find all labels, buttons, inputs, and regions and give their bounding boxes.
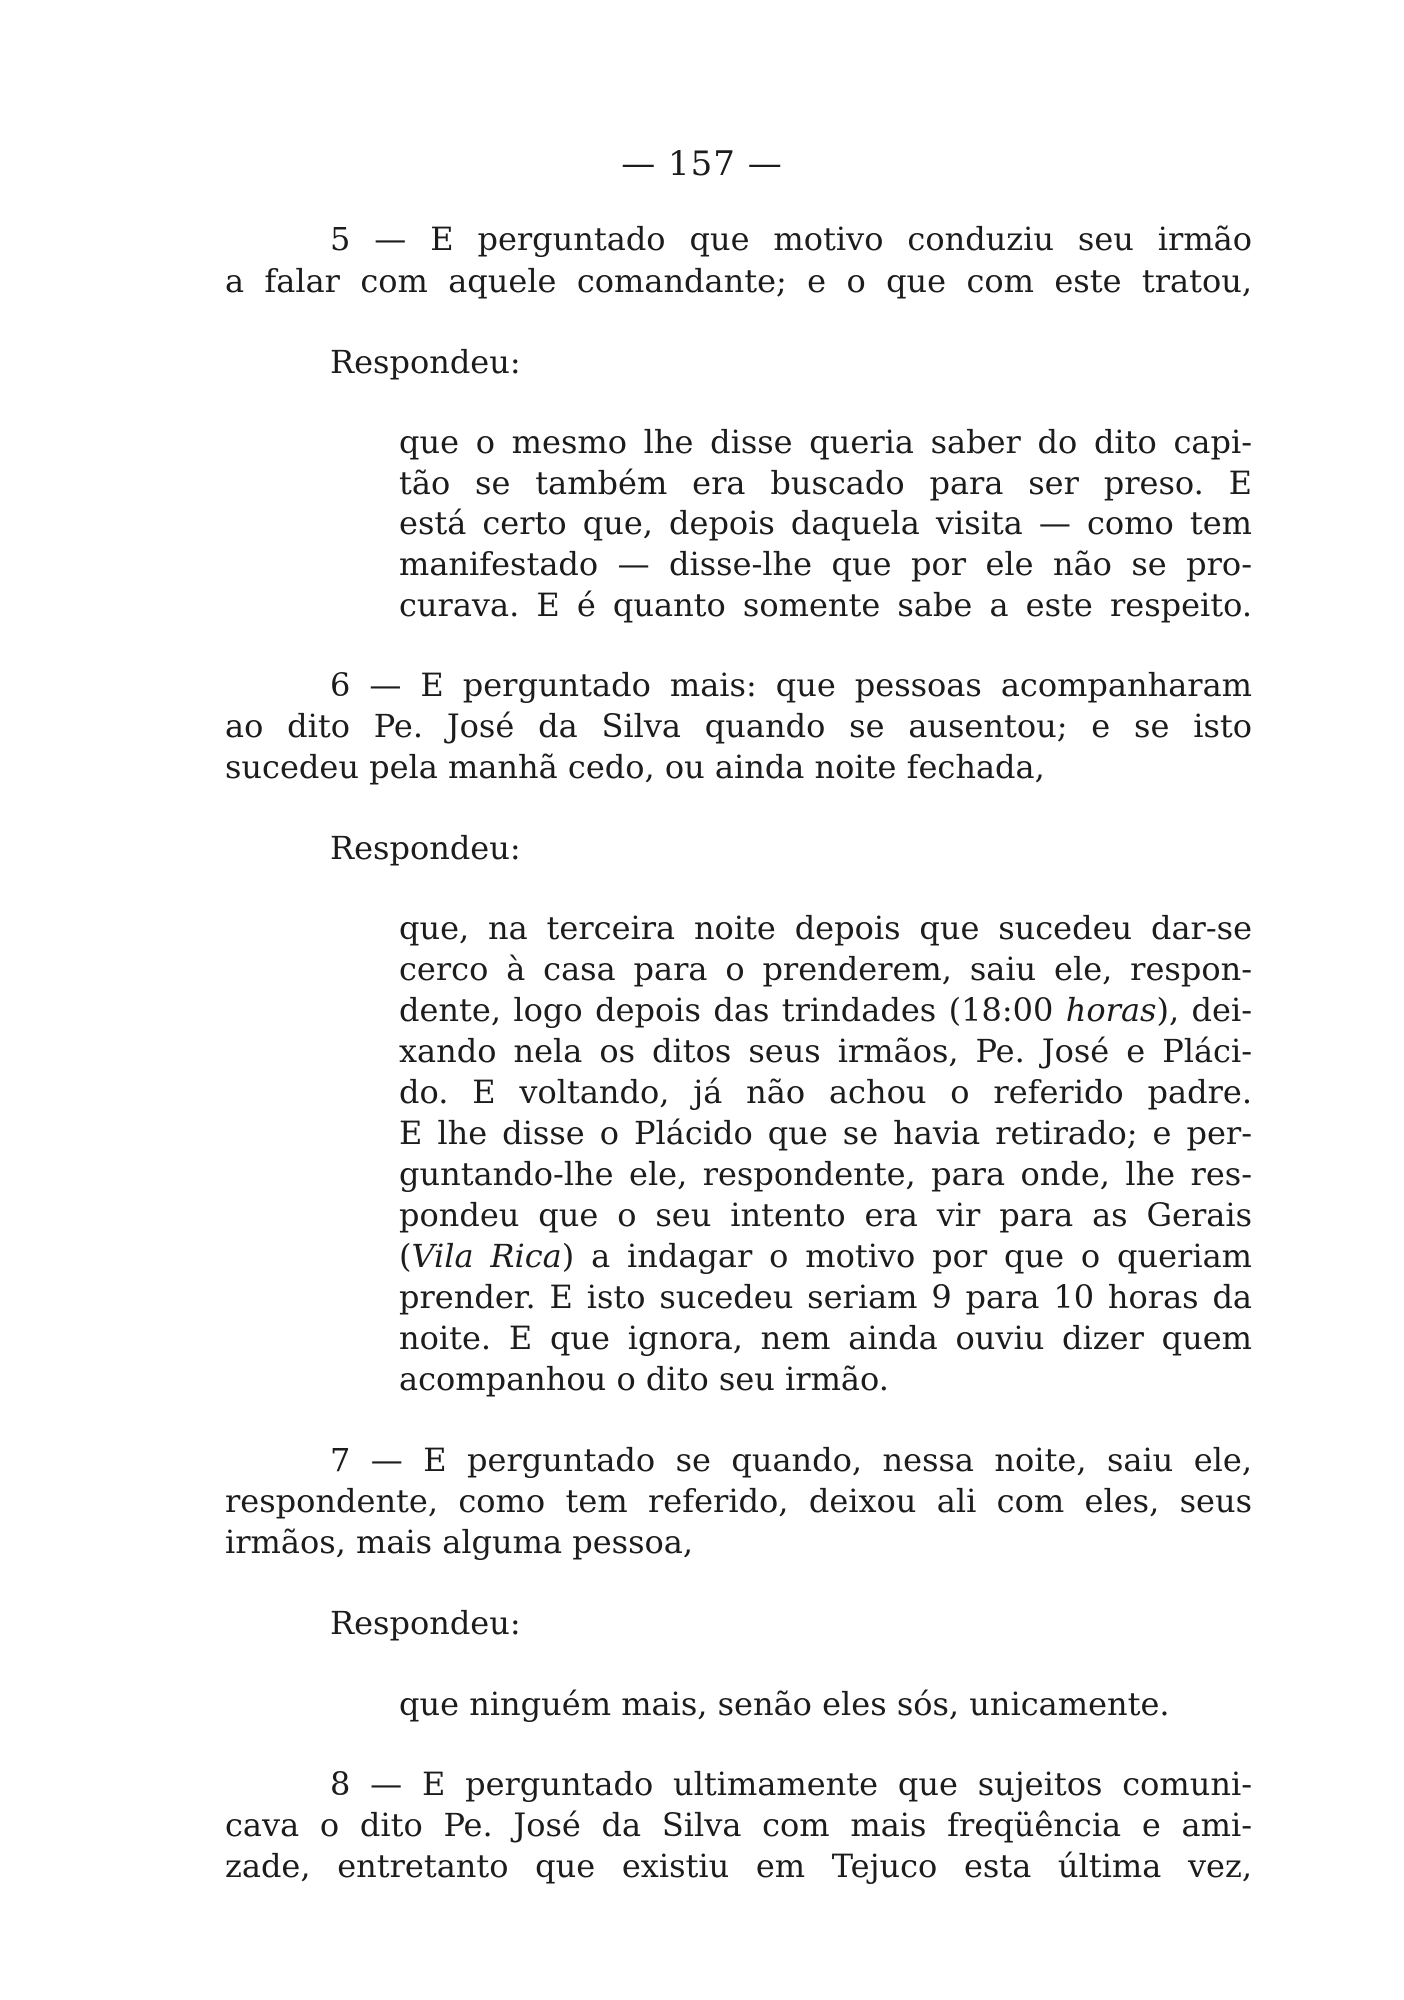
answer-5-line-1: que o mesmo lhe disse queria saber do dito capi- xyxy=(399,423,1252,461)
question-6-line-3: sucedeu pela manhã cedo, ou ainda noite fechada, xyxy=(225,748,1045,786)
question-7-line-2: respondente, como tem referido, deixou ali com eles, seus xyxy=(225,1482,1252,1520)
respondeu-label: Respondeu: xyxy=(330,1604,521,1642)
question-8-line-2: cava o dito Pe. José da Silva com mais freqüência e ami- xyxy=(225,1806,1252,1844)
answer-6-line-2: cerco à casa para o prenderem, saiu ele, respon- xyxy=(399,950,1252,988)
answer-5-line-4: manifestado — disse-lhe que por ele não se pro- xyxy=(399,545,1252,583)
answer-6-line-10: prender. E isto sucedeu seriam 9 para 10 horas da xyxy=(399,1278,1252,1316)
question-8-line-1: 8 — E perguntado ultimamente que sujeitos comuni- xyxy=(330,1765,1252,1803)
question-6-line-1: 6 — E perguntado mais: que pessoas acompanharam xyxy=(330,666,1252,704)
answer-6-line-12: acompanhou o dito seu irmão. xyxy=(399,1360,889,1398)
respondeu-label: Respondeu: xyxy=(330,829,521,867)
question-6-line-2: ao dito Pe. José da Silva quando se ausentou; e se isto xyxy=(225,707,1252,745)
question-7-line-1: 7 — E perguntado se quando, nessa noite, saiu ele, xyxy=(330,1441,1252,1479)
question-7-line-3: irmãos, mais alguma pessoa, xyxy=(225,1523,694,1561)
answer-6-line-5: do. E voltando, já não achou o referido padre. xyxy=(399,1073,1252,1111)
answer-6-line-8: pondeu que o seu intento era vir para as Gerais xyxy=(399,1196,1252,1234)
question-5-line-1: 5 — E perguntado que motivo conduziu seu irmão xyxy=(330,220,1252,258)
answer-6-line-6: E lhe disse o Plácido que se havia retirado; e per- xyxy=(399,1114,1252,1152)
answer-5-line-2: tão se também era buscado para ser preso. E xyxy=(399,464,1252,502)
respondeu-label: Respondeu: xyxy=(330,343,521,381)
answer-5-line-3: está certo que, depois daquela visita — como tem xyxy=(399,504,1252,542)
answer-6-line-1: que, na terceira noite depois que sucedeu dar-se xyxy=(399,909,1252,947)
question-8-line-3: zade, entretanto que existiu em Tejuco esta última vez, xyxy=(225,1847,1252,1885)
answer-6-line-7: guntando-lhe ele, respondente, para onde, lhe res- xyxy=(399,1155,1252,1193)
answer-7-line-1: que ninguém mais, senão eles sós, unicamente. xyxy=(399,1685,1170,1723)
answer-6-line-11: noite. E que ignora, nem ainda ouviu dizer quem xyxy=(399,1319,1252,1357)
question-5-line-2: a falar com aquele comandante; e o que com este tratou, xyxy=(225,262,1252,300)
page-number: — 157 — xyxy=(621,144,783,184)
answer-6-line-4: xando nela os ditos seus irmãos, Pe. José e Pláci- xyxy=(399,1032,1252,1070)
answer-6-line-3: dente, logo depois das trindades (18:00 horas), dei- xyxy=(399,991,1253,1029)
answer-6-line-9: (Vila Rica) a indagar o motivo por que o queriam xyxy=(399,1237,1253,1275)
answer-5-line-5: curava. E é quanto somente sabe a este respeito. xyxy=(399,586,1252,624)
